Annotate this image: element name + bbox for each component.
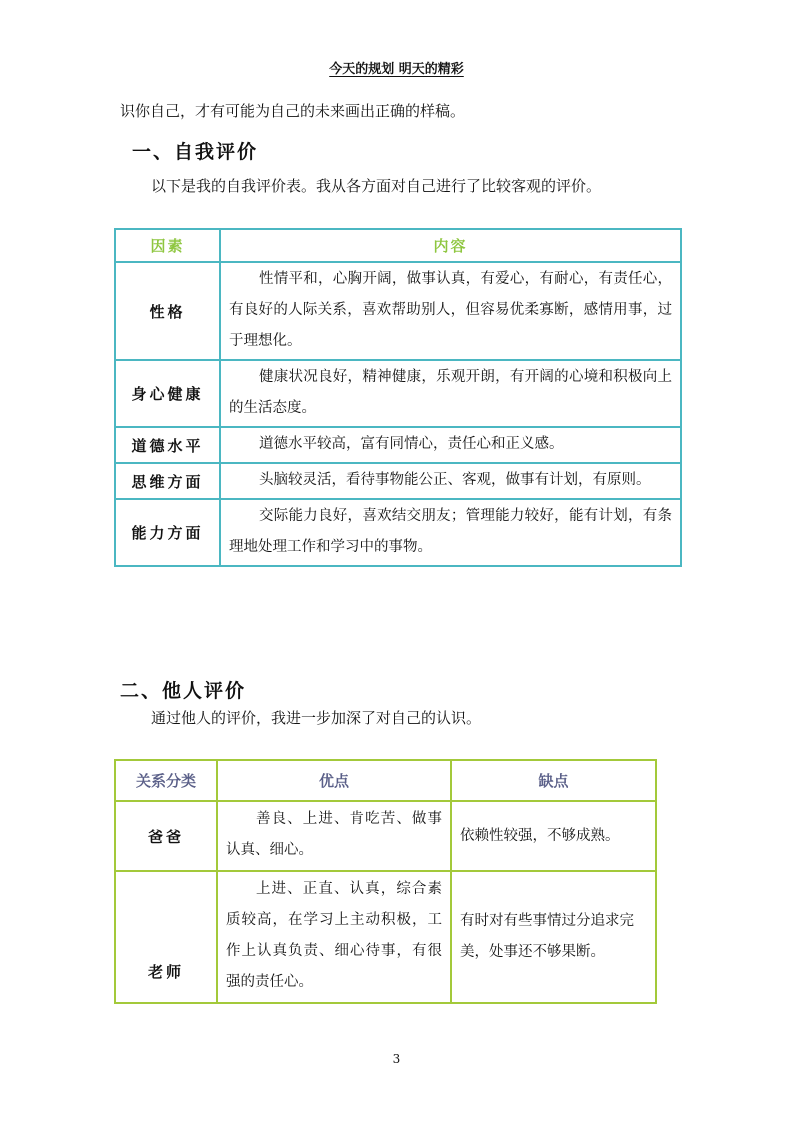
column-header-factor: 因素 [115, 229, 220, 262]
column-header-content: 内容 [220, 229, 681, 262]
merits-cell: 善良、上进、肯吃苦、做事认真、细心。 [217, 801, 451, 871]
table-header-row [115, 760, 656, 801]
self-evaluation-table [114, 228, 682, 567]
table-row [115, 427, 681, 463]
column-header-flaws: 缺点 [451, 760, 656, 801]
relation-cell: 爸爸 [115, 801, 217, 871]
content-cell: 头脑较灵活，看待事物能公正、客观，做事有计划，有原则。 [220, 463, 681, 499]
page-header-title: 今天的规划 明天的精彩 [329, 62, 464, 77]
table-row [115, 499, 681, 566]
factor-cell: 思维方面 [115, 463, 220, 499]
table-row [115, 463, 681, 499]
content-cell: 性情平和，心胸开阔，做事认真，有爱心，有耐心，有责任心，有良好的人际关系，喜欢帮助别人，但容易优柔寡断，感情用事，过于理想化。 [220, 262, 681, 360]
table-row [115, 360, 681, 427]
section-heading-others-evaluation: 二、他人评价 [120, 680, 247, 702]
factor-cell: 能力方面 [115, 499, 220, 566]
factor-cell: 道德水平 [115, 427, 220, 463]
relation-cell: 老师 [115, 871, 217, 1003]
factor-cell: 身心健康 [115, 360, 220, 427]
section-heading-self-evaluation: 一、自我评价 [132, 141, 259, 163]
column-header-merits: 优点 [217, 760, 451, 801]
content-cell: 健康状况良好，精神健康，乐观开朗，有开阔的心境和积极向上的生活态度。 [220, 360, 681, 427]
table-row [115, 262, 681, 360]
flaws-cell: 依赖性较强，不够成熟。 [451, 801, 656, 871]
merits-cell: 上进、正直、认真，综合素质较高，在学习上主动积极，工作上认真负责、细心待事，有很强的责任心。 [217, 871, 451, 1003]
column-header-relation: 关系分类 [115, 760, 217, 801]
content-cell: 交际能力良好，喜欢结交朋友；管理能力较好，能有计划，有条理地处理工作和学习中的事物。 [220, 499, 681, 566]
intro-text: 识你自己，才有可能为自己的未来画出正确的样稿。 [120, 102, 466, 120]
table-row [115, 801, 656, 871]
table-header-row [115, 229, 681, 262]
table-row [115, 871, 656, 1003]
page-number: 3 [392, 1052, 401, 1066]
factor-cell: 性格 [115, 262, 220, 360]
others-evaluation-table [114, 759, 657, 1004]
content-cell: 道德水平较高，富有同情心，责任心和正义感。 [220, 427, 681, 463]
section-description-self-evaluation: 以下是我的自我评价表。我从各方面对自己进行了比较客观的评价。 [151, 177, 602, 195]
section-description-others-evaluation: 通过他人的评价，我进一步加深了对自己的认识。 [151, 709, 482, 727]
flaws-cell: 有时对有些事情过分追求完美，处事还不够果断。 [451, 871, 656, 1003]
page-header [0, 58, 793, 77]
